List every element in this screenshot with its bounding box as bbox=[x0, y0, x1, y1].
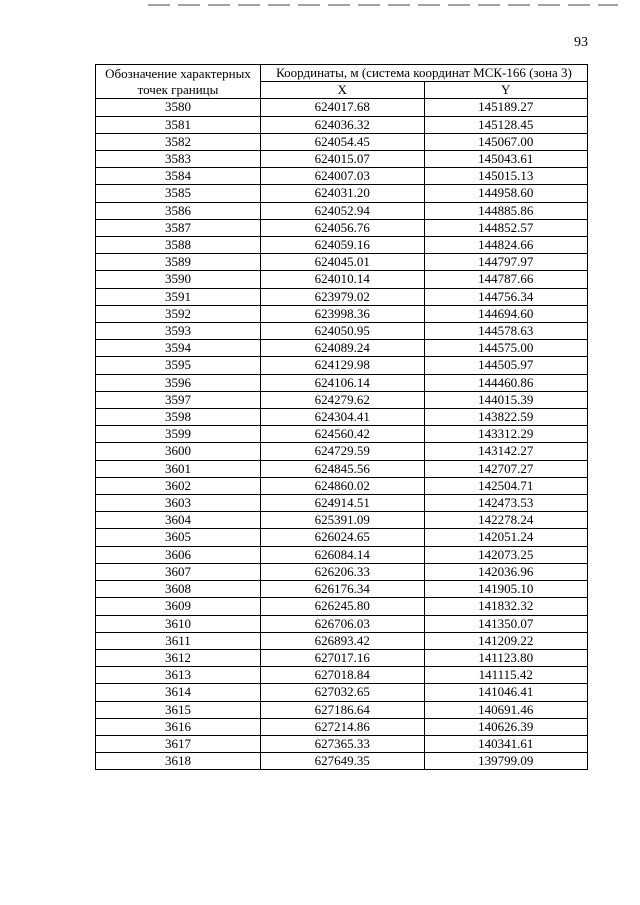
scan-top-rule bbox=[148, 4, 618, 6]
header-x: X bbox=[261, 82, 425, 99]
point-id-cell: 3581 bbox=[96, 116, 261, 133]
point-id-cell: 3605 bbox=[96, 529, 261, 546]
y-coordinate-cell: 145128.45 bbox=[424, 116, 588, 133]
y-coordinate-cell: 145015.13 bbox=[424, 168, 588, 185]
table-row bbox=[96, 563, 588, 580]
x-coordinate-cell: 624054.45 bbox=[261, 133, 425, 150]
y-coordinate-cell: 141123.80 bbox=[424, 649, 588, 666]
y-coordinate-cell: 144015.39 bbox=[424, 391, 588, 408]
point-id-cell: 3614 bbox=[96, 684, 261, 701]
x-coordinate-cell: 627032.65 bbox=[261, 684, 425, 701]
x-coordinate-cell: 626893.42 bbox=[261, 632, 425, 649]
table-row bbox=[96, 615, 588, 632]
table-row bbox=[96, 340, 588, 357]
y-coordinate-cell: 144460.86 bbox=[424, 374, 588, 391]
x-coordinate-cell: 627018.84 bbox=[261, 667, 425, 684]
table-row bbox=[96, 99, 588, 116]
point-id-cell: 3593 bbox=[96, 323, 261, 340]
point-id-cell: 3597 bbox=[96, 391, 261, 408]
point-id-cell: 3591 bbox=[96, 288, 261, 305]
point-id-cell: 3601 bbox=[96, 460, 261, 477]
point-id-cell: 3603 bbox=[96, 495, 261, 512]
x-coordinate-cell: 627649.35 bbox=[261, 753, 425, 770]
x-coordinate-cell: 624560.42 bbox=[261, 426, 425, 443]
table-row bbox=[96, 202, 588, 219]
point-id-cell: 3600 bbox=[96, 443, 261, 460]
table-header bbox=[96, 65, 588, 99]
x-coordinate-cell: 624007.03 bbox=[261, 168, 425, 185]
x-coordinate-cell: 626084.14 bbox=[261, 546, 425, 563]
table-row bbox=[96, 323, 588, 340]
y-coordinate-cell: 144852.57 bbox=[424, 219, 588, 236]
table-row bbox=[96, 529, 588, 546]
y-coordinate-cell: 143822.59 bbox=[424, 409, 588, 426]
x-coordinate-cell: 626245.80 bbox=[261, 598, 425, 615]
table-row bbox=[96, 632, 588, 649]
table-row bbox=[96, 512, 588, 529]
table-row bbox=[96, 684, 588, 701]
point-id-cell: 3599 bbox=[96, 426, 261, 443]
point-id-cell: 3596 bbox=[96, 374, 261, 391]
y-coordinate-cell: 141046.41 bbox=[424, 684, 588, 701]
point-id-cell: 3590 bbox=[96, 271, 261, 288]
table-row bbox=[96, 460, 588, 477]
table-row bbox=[96, 546, 588, 563]
y-coordinate-cell: 144694.60 bbox=[424, 305, 588, 322]
point-id-cell: 3583 bbox=[96, 151, 261, 168]
point-id-cell: 3607 bbox=[96, 563, 261, 580]
table-row bbox=[96, 443, 588, 460]
x-coordinate-cell: 624860.02 bbox=[261, 477, 425, 494]
x-coordinate-cell: 627214.86 bbox=[261, 718, 425, 735]
header-coordinates: Координаты, м (система координат МСК-166 (зона 3) bbox=[261, 65, 588, 82]
x-coordinate-cell: 624036.32 bbox=[261, 116, 425, 133]
y-coordinate-cell: 142707.27 bbox=[424, 460, 588, 477]
y-coordinate-cell: 140341.61 bbox=[424, 735, 588, 752]
table-row bbox=[96, 477, 588, 494]
point-id-cell: 3611 bbox=[96, 632, 261, 649]
page-number: 93 bbox=[574, 35, 588, 50]
point-id-cell: 3580 bbox=[96, 99, 261, 116]
point-id-cell: 3594 bbox=[96, 340, 261, 357]
point-id-cell: 3612 bbox=[96, 649, 261, 666]
x-coordinate-cell: 624089.24 bbox=[261, 340, 425, 357]
x-coordinate-cell: 626024.65 bbox=[261, 529, 425, 546]
x-coordinate-cell: 624017.68 bbox=[261, 99, 425, 116]
point-id-cell: 3588 bbox=[96, 237, 261, 254]
y-coordinate-cell: 144756.34 bbox=[424, 288, 588, 305]
table-row bbox=[96, 185, 588, 202]
table-row bbox=[96, 581, 588, 598]
x-coordinate-cell: 624729.59 bbox=[261, 443, 425, 460]
y-coordinate-cell: 142051.24 bbox=[424, 529, 588, 546]
table-row bbox=[96, 116, 588, 133]
x-coordinate-cell: 624106.14 bbox=[261, 374, 425, 391]
table-body bbox=[96, 99, 588, 770]
y-coordinate-cell: 142073.25 bbox=[424, 546, 588, 563]
table-row bbox=[96, 219, 588, 236]
point-id-cell: 3608 bbox=[96, 581, 261, 598]
y-coordinate-cell: 144885.86 bbox=[424, 202, 588, 219]
table-row bbox=[96, 701, 588, 718]
table-row bbox=[96, 426, 588, 443]
y-coordinate-cell: 142036.96 bbox=[424, 563, 588, 580]
x-coordinate-cell: 624031.20 bbox=[261, 185, 425, 202]
x-coordinate-cell: 624045.01 bbox=[261, 254, 425, 271]
x-coordinate-cell: 626176.34 bbox=[261, 581, 425, 598]
y-coordinate-cell: 144958.60 bbox=[424, 185, 588, 202]
point-id-cell: 3609 bbox=[96, 598, 261, 615]
point-id-cell: 3618 bbox=[96, 753, 261, 770]
y-coordinate-cell: 144797.97 bbox=[424, 254, 588, 271]
table-row bbox=[96, 151, 588, 168]
x-coordinate-cell: 624010.14 bbox=[261, 271, 425, 288]
point-id-cell: 3617 bbox=[96, 735, 261, 752]
table-row bbox=[96, 271, 588, 288]
table-row bbox=[96, 374, 588, 391]
point-id-cell: 3585 bbox=[96, 185, 261, 202]
table-row bbox=[96, 391, 588, 408]
x-coordinate-cell: 624059.16 bbox=[261, 237, 425, 254]
x-coordinate-cell: 624050.95 bbox=[261, 323, 425, 340]
y-coordinate-cell: 145189.27 bbox=[424, 99, 588, 116]
header-y: Y bbox=[424, 82, 588, 99]
y-coordinate-cell: 143312.29 bbox=[424, 426, 588, 443]
y-coordinate-cell: 144505.97 bbox=[424, 357, 588, 374]
table-row bbox=[96, 649, 588, 666]
x-coordinate-cell: 627186.64 bbox=[261, 701, 425, 718]
x-coordinate-cell: 623979.02 bbox=[261, 288, 425, 305]
x-coordinate-cell: 624056.76 bbox=[261, 219, 425, 236]
table-row bbox=[96, 598, 588, 615]
y-coordinate-cell: 143142.27 bbox=[424, 443, 588, 460]
table-row bbox=[96, 753, 588, 770]
y-coordinate-cell: 142278.24 bbox=[424, 512, 588, 529]
y-coordinate-cell: 141832.32 bbox=[424, 598, 588, 615]
y-coordinate-cell: 139799.09 bbox=[424, 753, 588, 770]
table-row bbox=[96, 288, 588, 305]
point-id-cell: 3587 bbox=[96, 219, 261, 236]
point-id-cell: 3595 bbox=[96, 357, 261, 374]
table-row bbox=[96, 254, 588, 271]
y-coordinate-cell: 140691.46 bbox=[424, 701, 588, 718]
table-row bbox=[96, 495, 588, 512]
x-coordinate-cell: 624304.41 bbox=[261, 409, 425, 426]
table-row bbox=[96, 168, 588, 185]
point-id-cell: 3584 bbox=[96, 168, 261, 185]
point-id-cell: 3613 bbox=[96, 667, 261, 684]
point-id-cell: 3604 bbox=[96, 512, 261, 529]
header-point-designation: Обозначение характерных точек границы bbox=[96, 65, 261, 99]
y-coordinate-cell: 144578.63 bbox=[424, 323, 588, 340]
y-coordinate-cell: 141209.22 bbox=[424, 632, 588, 649]
table-row bbox=[96, 305, 588, 322]
coordinates-table bbox=[95, 64, 588, 770]
y-coordinate-cell: 140626.39 bbox=[424, 718, 588, 735]
x-coordinate-cell: 624129.98 bbox=[261, 357, 425, 374]
y-coordinate-cell: 144787.66 bbox=[424, 271, 588, 288]
y-coordinate-cell: 142473.53 bbox=[424, 495, 588, 512]
y-coordinate-cell: 141350.07 bbox=[424, 615, 588, 632]
point-id-cell: 3610 bbox=[96, 615, 261, 632]
x-coordinate-cell: 624052.94 bbox=[261, 202, 425, 219]
y-coordinate-cell: 142504.71 bbox=[424, 477, 588, 494]
y-coordinate-cell: 144824.66 bbox=[424, 237, 588, 254]
y-coordinate-cell: 145043.61 bbox=[424, 151, 588, 168]
x-coordinate-cell: 624279.62 bbox=[261, 391, 425, 408]
table-row bbox=[96, 409, 588, 426]
x-coordinate-cell: 626706.03 bbox=[261, 615, 425, 632]
y-coordinate-cell: 141115.42 bbox=[424, 667, 588, 684]
y-coordinate-cell: 141905.10 bbox=[424, 581, 588, 598]
point-id-cell: 3582 bbox=[96, 133, 261, 150]
point-id-cell: 3606 bbox=[96, 546, 261, 563]
y-coordinate-cell: 145067.00 bbox=[424, 133, 588, 150]
table-row bbox=[96, 237, 588, 254]
point-id-cell: 3586 bbox=[96, 202, 261, 219]
point-id-cell: 3589 bbox=[96, 254, 261, 271]
point-id-cell: 3615 bbox=[96, 701, 261, 718]
point-id-cell: 3602 bbox=[96, 477, 261, 494]
y-coordinate-cell: 144575.00 bbox=[424, 340, 588, 357]
x-coordinate-cell: 624015.07 bbox=[261, 151, 425, 168]
table-row bbox=[96, 718, 588, 735]
x-coordinate-cell: 625391.09 bbox=[261, 512, 425, 529]
point-id-cell: 3598 bbox=[96, 409, 261, 426]
point-id-cell: 3616 bbox=[96, 718, 261, 735]
x-coordinate-cell: 624914.51 bbox=[261, 495, 425, 512]
x-coordinate-cell: 627365.33 bbox=[261, 735, 425, 752]
table-row bbox=[96, 667, 588, 684]
x-coordinate-cell: 626206.33 bbox=[261, 563, 425, 580]
x-coordinate-cell: 623998.36 bbox=[261, 305, 425, 322]
table-row bbox=[96, 133, 588, 150]
x-coordinate-cell: 624845.56 bbox=[261, 460, 425, 477]
point-id-cell: 3592 bbox=[96, 305, 261, 322]
table-row bbox=[96, 357, 588, 374]
table-row bbox=[96, 735, 588, 752]
x-coordinate-cell: 627017.16 bbox=[261, 649, 425, 666]
